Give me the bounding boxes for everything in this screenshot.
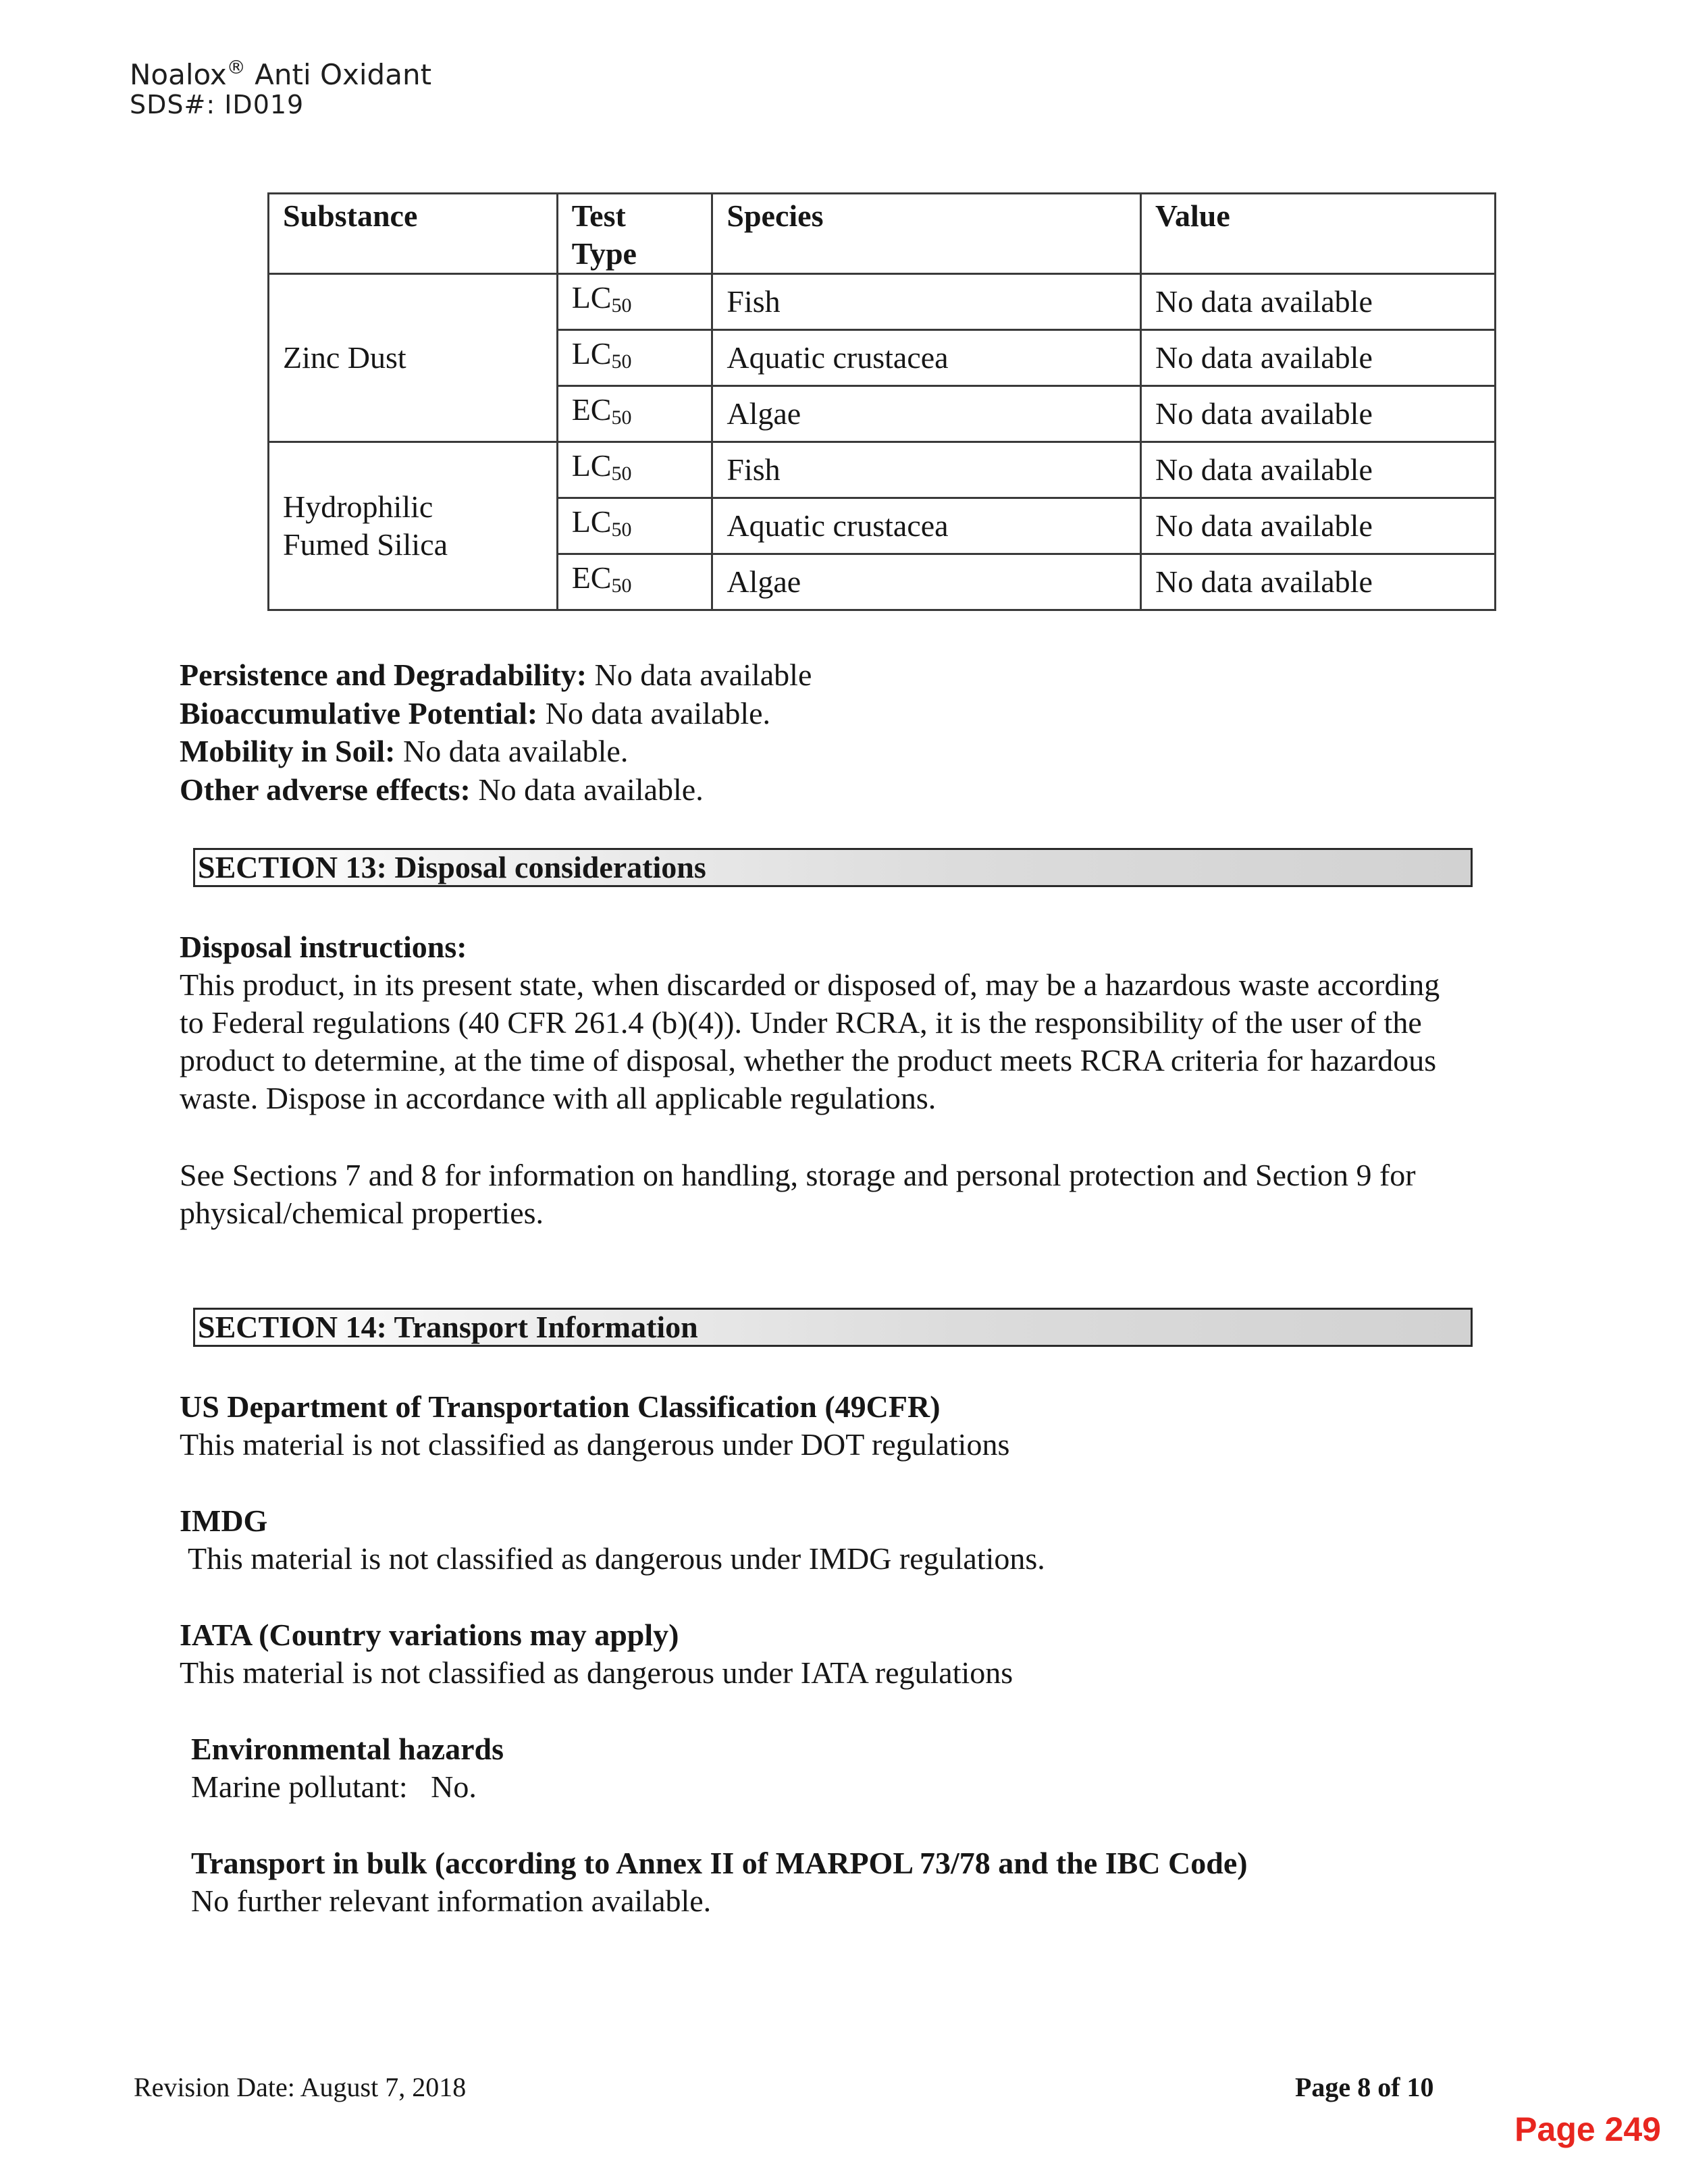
bioaccumulative-line	[180, 695, 1489, 733]
disposal-paragraph: This product, in its present state, when discarded or disposed of, may be a hazardous waste according to Federal regulations (40 CFR 261.4 (b)(4)). Under RCRA, it is the responsibility of the user of the product to determine, at the time of disposal, whether the product meets RCRA criteria for hazardous waste. Dispose in accordance with all applicable regulations.	[180, 967, 1440, 1115]
substance-cell: Zinc Dust	[269, 274, 558, 442]
table-row	[269, 442, 1496, 498]
other-effects-value: No data available.	[478, 772, 704, 807]
iata-text: This material is not classified as dangerous under IATA regulations	[180, 1655, 1013, 1690]
species-cell: Aquatic crustacea	[712, 498, 1141, 554]
persistence-line	[180, 656, 1489, 694]
test-type-cell: $LC_{50}$	[557, 274, 712, 330]
section-13-header: SECTION 13: Disposal considerations	[193, 848, 1473, 887]
species-cell: Aquatic crustacea	[712, 330, 1141, 386]
substance-cell: Hydrophilic Fumed Silica	[269, 442, 558, 610]
header-test-type: Test Type	[557, 194, 712, 274]
test-type-cell: $LC_{50}$	[557, 442, 712, 498]
test-type-cell: $LC_{50}$	[557, 330, 712, 386]
value-cell: No data available	[1141, 330, 1496, 386]
other-effects-line	[180, 771, 1489, 809]
table-header-row	[269, 194, 1496, 274]
dot-heading: US Department of Transportation Classification (49CFR)	[180, 1389, 941, 1424]
value-cell: No data available	[1141, 386, 1496, 442]
imdg-text: This material is not classified as dangerous under IMDG regulations.	[188, 1541, 1045, 1576]
header-species: Species	[712, 194, 1141, 274]
test-type-cell: $EC_{50}$	[557, 554, 712, 610]
disposal-instructions-heading: Disposal instructions:	[180, 930, 467, 964]
mobility-label: Mobility in Soil:	[180, 734, 396, 768]
iata-heading: IATA (Country variations may apply)	[180, 1618, 679, 1652]
see-sections-paragraph: See Sections 7 and 8 for information on handling, storage and personal protection and Section 9 for physical/chemical properties.	[180, 1158, 1416, 1230]
document-header	[130, 49, 431, 94]
bulk-transport-text: No further relevant information available.	[191, 1884, 712, 1918]
revision-date: Revision Date: August 7, 2018	[134, 2072, 467, 2102]
registered-mark: ®	[226, 56, 246, 78]
persistence-value: No data available	[594, 658, 812, 692]
test-type-cell: $EC_{50}$	[557, 386, 712, 442]
species-cell: Fish	[712, 274, 1141, 330]
table-row	[269, 274, 1496, 330]
dot-text: This material is not classified as dangerous under DOT regulations	[180, 1427, 1010, 1462]
bioaccumulative-value: No data available.	[545, 696, 771, 730]
mobility-line	[180, 733, 1489, 770]
page-number: Page 8 of 10	[1295, 2072, 1434, 2102]
environmental-hazards-heading: Environmental hazards	[191, 1732, 504, 1766]
species-cell: Algae	[712, 554, 1141, 610]
page-tag: Page 249	[1514, 2110, 1661, 2148]
section-14-header: SECTION 14: Transport Information	[193, 1308, 1473, 1347]
header-value: Value	[1141, 194, 1496, 274]
bulk-transport-heading: Transport in bulk (according to Annex II of MARPOL 73/78 and the IBC Code)	[191, 1846, 1248, 1880]
value-cell: No data available	[1141, 498, 1496, 554]
value-cell: No data available	[1141, 554, 1496, 610]
species-cell: Algae	[712, 386, 1141, 442]
sds-number: SDS#: ID019	[130, 90, 305, 119]
product-name: Noalox	[130, 58, 227, 91]
species-cell: Fish	[712, 442, 1141, 498]
test-type-cell: $LC_{50}$	[557, 498, 712, 554]
persistence-label: Persistence and Degradability:	[180, 658, 587, 692]
value-cell: No data available	[1141, 274, 1496, 330]
ecotoxicity-table	[267, 192, 1496, 611]
product-suffix: Anti Oxidant	[255, 58, 432, 91]
other-effects-label: Other adverse effects:	[180, 772, 471, 807]
value-cell: No data available	[1141, 442, 1496, 498]
mobility-value: No data available.	[402, 734, 629, 768]
imdg-heading: IMDG	[180, 1503, 268, 1538]
header-substance: Substance	[269, 194, 558, 274]
bioaccumulative-label: Bioaccumulative Potential:	[180, 696, 538, 730]
marine-pollutant-text: Marine pollutant: No.	[191, 1769, 477, 1804]
